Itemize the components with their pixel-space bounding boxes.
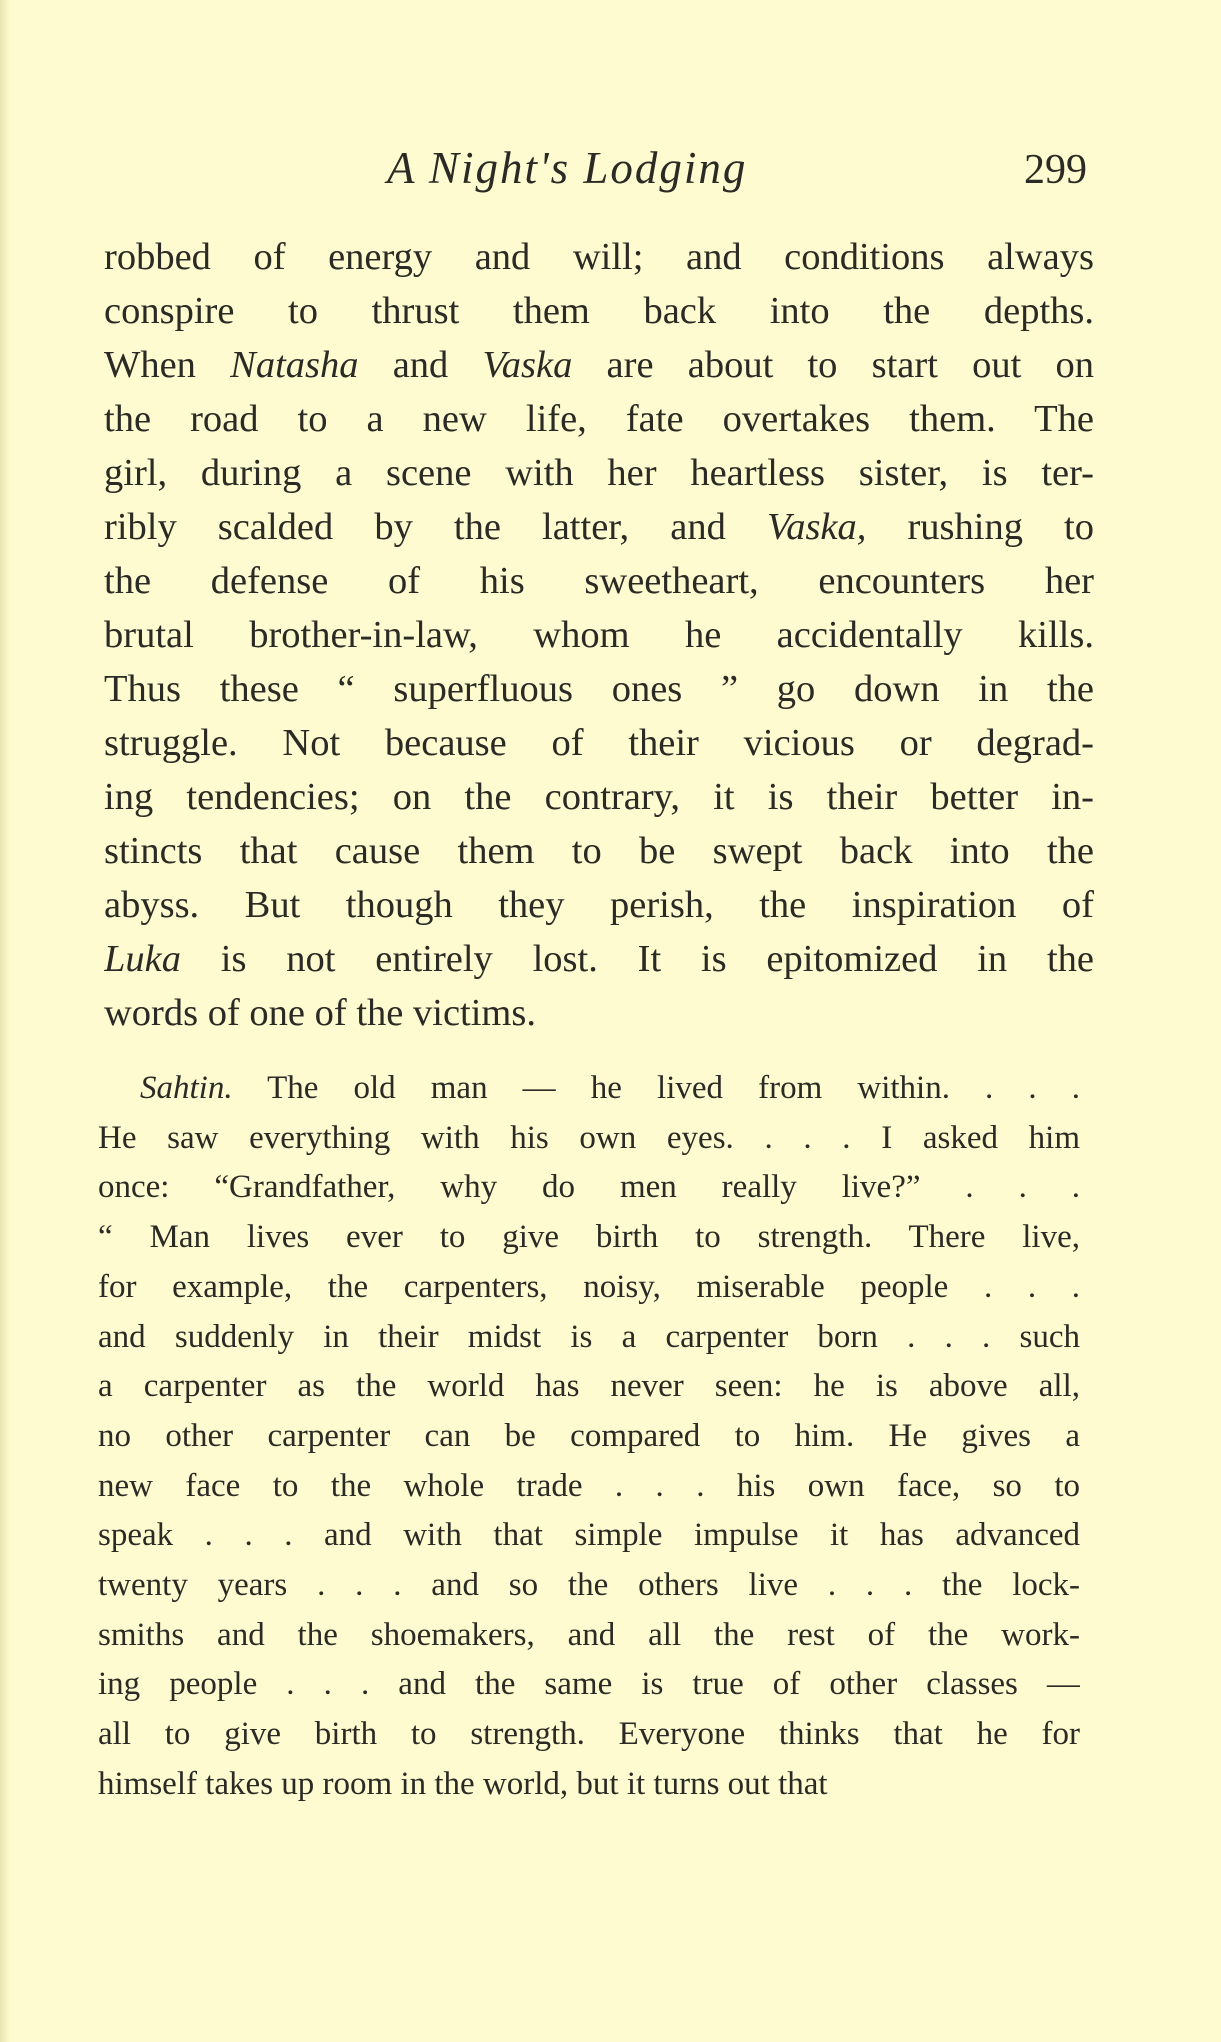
body-line: struggle. Not because of their vicious or degrad- bbox=[104, 722, 1094, 764]
quoted-dialogue bbox=[98, 1064, 1080, 1810]
running-header bbox=[100, 142, 1095, 202]
quote-line: new face to the whole trade . . . his own face, so to bbox=[98, 1467, 1080, 1504]
body-text: ribly scalded by the latter, and bbox=[104, 506, 767, 548]
body-line bbox=[104, 338, 1094, 392]
quote-first-line: The old man — he lived from within. . . . bbox=[232, 1070, 1080, 1106]
speaker-name: Sahtin. bbox=[140, 1070, 233, 1106]
body-line: stincts that cause them to be swept back into the bbox=[104, 830, 1094, 872]
body-line: the road to a new life, fate overtakes them. The bbox=[104, 398, 1094, 440]
body-line: abyss. But though they perish, the inspiration of bbox=[104, 884, 1094, 926]
italic-name: Vaska bbox=[482, 344, 573, 386]
quote-line: twenty years . . . and so the others live . . . the lock- bbox=[98, 1567, 1080, 1604]
quote-line: all to give birth to strength. Everyone thinks that he for bbox=[98, 1716, 1080, 1753]
body-line: conspire to thrust them back into the depths. bbox=[104, 290, 1094, 332]
quote-line: himself takes up room in the world, but it turns out that bbox=[98, 1765, 828, 1802]
quote-line: no other carpenter can be compared to him. He gives a bbox=[98, 1417, 1080, 1454]
page-edge-shadow bbox=[0, 0, 10, 2042]
quote-line bbox=[98, 1064, 1080, 1114]
running-title: A Night's Lodging bbox=[387, 143, 748, 193]
body-text: are about to start out on bbox=[572, 344, 1094, 386]
body-line: words of one of the victims. bbox=[104, 992, 536, 1034]
quote-line: “ Man lives ever to give birth to strength. There live, bbox=[98, 1219, 1080, 1256]
body-line bbox=[104, 500, 1094, 554]
body-text: is not entirely lost. It is epitomized in the bbox=[181, 938, 1094, 980]
italic-name: Luka bbox=[104, 938, 181, 980]
quote-line: once: “Grandfather, why do men really live?” . . . bbox=[98, 1169, 1080, 1206]
body-text: rushing to bbox=[866, 506, 1094, 548]
main-paragraph bbox=[104, 230, 1094, 1040]
body-line bbox=[104, 932, 1094, 986]
italic-name: Natasha bbox=[230, 344, 359, 386]
quote-line: ing people . . . and the same is true of other classes — bbox=[98, 1666, 1080, 1703]
quote-line: smiths and the shoemakers, and all the rest of the work- bbox=[98, 1616, 1080, 1653]
quote-line: and suddenly in their midst is a carpenter born . . . such bbox=[98, 1318, 1080, 1355]
page-number: 299 bbox=[1024, 147, 1087, 193]
quote-line: for example, the carpenters, noisy, miserable people . . . bbox=[98, 1268, 1080, 1305]
body-text: When bbox=[104, 344, 231, 386]
body-line: girl, during a scene with her heartless sister, is ter- bbox=[104, 452, 1094, 494]
body-text: and bbox=[358, 344, 483, 386]
body-line: the defense of his sweetheart, encounters her bbox=[104, 560, 1094, 602]
body-line: ing tendencies; on the contrary, it is their better in- bbox=[104, 776, 1094, 818]
quote-line: He saw everything with his own eyes. . . . I asked him bbox=[98, 1119, 1080, 1156]
body-line: robbed of energy and will; and conditions always bbox=[104, 236, 1094, 278]
body-line: Thus these “ superfluous ones ” go down in the bbox=[104, 668, 1094, 710]
italic-name: Vaska, bbox=[766, 506, 867, 548]
quote-line: speak . . . and with that simple impulse it has advanced bbox=[98, 1517, 1080, 1554]
quote-line: a carpenter as the world has never seen: he is above all, bbox=[98, 1368, 1080, 1405]
body-line: brutal brother-in-law, whom he accidentally kills. bbox=[104, 614, 1094, 656]
